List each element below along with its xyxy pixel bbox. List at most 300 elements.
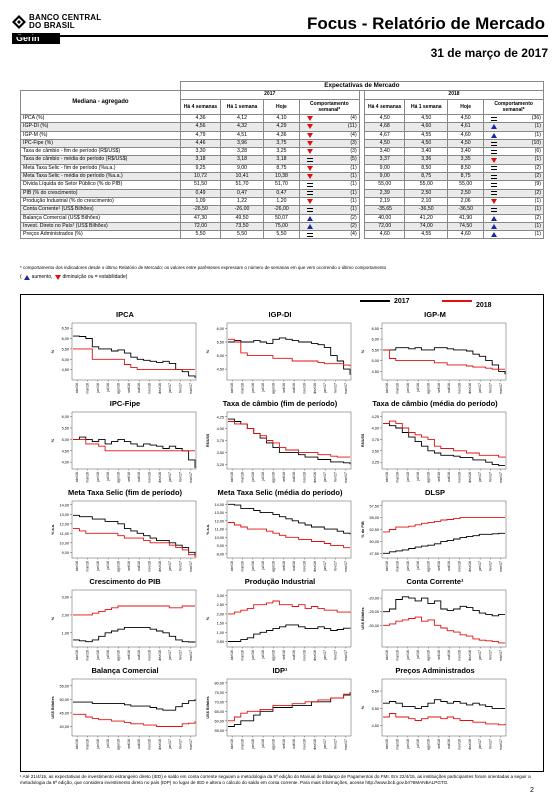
plot-frame [72, 590, 196, 647]
x-tick-label: mar/17 [188, 650, 193, 662]
y-axis-label: % [206, 349, 210, 354]
logo-line2: DO BRASIL [29, 21, 75, 30]
y-tick-label: 3,00 [61, 595, 69, 600]
chart-2 [360, 310, 510, 400]
up-triangle-icon [491, 232, 497, 237]
x-tick-label: abr/16 [230, 650, 235, 661]
y-axis-label: % [51, 349, 55, 354]
x-tick-label: mai/16 [85, 383, 90, 394]
x-tick-label: out/16 [447, 561, 452, 571]
cell-2018-1w: 4,50 [405, 139, 448, 147]
y-tick-label: 5,50 [216, 340, 224, 345]
x-tick-label: mai/16 [240, 650, 245, 661]
series-2018-line [228, 523, 350, 548]
cell-2017-today: 4,36 [263, 131, 299, 139]
chart-plot [360, 498, 510, 578]
x-tick-label: fev/17 [333, 561, 338, 571]
trend-weeks: (9) [534, 181, 541, 188]
cell-2017-trend [300, 189, 360, 197]
y-tick-label: 4,50 [371, 724, 379, 729]
cell-2018-4w: 3,40 [364, 148, 404, 156]
x-tick-label: fev/17 [333, 472, 338, 482]
x-tick-label: set/16 [281, 739, 286, 749]
x-tick-label: ago/16 [116, 650, 121, 661]
trend-weeks: (1) [534, 222, 541, 229]
year-a-header: 2017 [180, 91, 359, 100]
y-tick-label: 1,50 [216, 621, 224, 626]
x-tick-label: nov/16 [457, 472, 462, 483]
x-tick-label: fev/17 [488, 383, 493, 393]
table-caption: Expectativas de Mercado [180, 82, 543, 91]
cell-2018-1w: 2,10 [405, 197, 448, 205]
series-2018-line [73, 606, 195, 615]
x-tick-label: out/16 [447, 472, 452, 482]
x-tick-label: abr/16 [230, 739, 235, 750]
series-2017-line [228, 419, 350, 464]
cell-2017-4w: 51,50 [180, 181, 220, 189]
plot-frame [382, 323, 506, 380]
y-tick-label: 5,00 [61, 357, 69, 362]
x-tick-label: jun/16 [95, 383, 100, 393]
x-tick-label: ago/16 [426, 561, 431, 572]
chart-title: Preços Administrados [395, 666, 475, 675]
chart-plot [360, 409, 510, 489]
x-tick-label: fev/17 [333, 650, 338, 660]
cell-2018-trend [484, 164, 544, 172]
x-tick-label: ago/16 [116, 561, 121, 572]
x-tick-label: dez/16 [467, 739, 472, 750]
col-4w-b: Há 4 semanas [364, 100, 404, 115]
x-tick-label: dez/16 [312, 650, 317, 661]
x-tick-label: jul/16 [261, 561, 266, 570]
cell-2017-1w: 49,50 [221, 214, 264, 222]
cell-2018-1w: 3,40 [405, 148, 448, 156]
trend-weeks: (2) [534, 164, 541, 171]
cell-2017-today: 75,00 [263, 222, 299, 230]
series-2017-line [383, 597, 505, 616]
x-tick-label: jan/17 [323, 383, 328, 393]
x-tick-label: set/16 [126, 383, 131, 393]
cell-2017-1w: 10,41 [221, 173, 264, 181]
chart-14 [360, 666, 510, 756]
x-tick-label: mar/17 [188, 383, 193, 395]
cell-2017-trend [300, 181, 360, 189]
series-2017-line [228, 692, 350, 726]
x-tick-label: dez/16 [467, 472, 472, 483]
x-tick-label: mai/16 [85, 472, 90, 483]
x-tick-label: fev/17 [488, 561, 493, 571]
trend-weeks: (1) [350, 173, 357, 180]
y-tick-label: 0,50 [216, 639, 224, 644]
cell-2017-trend [300, 156, 360, 164]
series-2017-line [383, 533, 505, 553]
cell-2017-trend [300, 231, 360, 239]
x-tick-label: nov/16 [302, 739, 307, 750]
cell-2017-1w: 4,51 [221, 131, 264, 139]
cell-2017-trend [300, 164, 360, 172]
x-tick-label: dez/16 [312, 383, 317, 394]
x-tick-label: jun/16 [250, 650, 255, 660]
cell-2017-today: 8,75 [263, 164, 299, 172]
x-tick-label: ago/16 [116, 383, 121, 394]
y-tick-label: 3,75 [371, 437, 379, 442]
x-tick-label: dez/16 [157, 650, 162, 661]
x-tick-label: jun/16 [95, 739, 100, 749]
chart-title: IDP¹ [272, 666, 288, 675]
cell-2018-today: 4,61 [448, 123, 484, 131]
chart-title: Taxa de câmbio (fim de período) [222, 399, 338, 408]
up-triangle-icon [491, 124, 497, 129]
row-label: IGP-DI (%) [21, 123, 181, 131]
series-2017-line [73, 336, 195, 378]
equal-icon [491, 150, 497, 154]
x-tick-label: out/16 [447, 650, 452, 660]
series-2018-line [228, 693, 350, 721]
chart-plot [205, 409, 355, 489]
trend-weeks: (1) [350, 189, 357, 196]
y-tick-label: 11,00 [214, 527, 224, 532]
cell-2018-trend [484, 156, 544, 164]
header-rule [12, 35, 548, 37]
equal-icon [491, 183, 497, 187]
x-tick-label: mai/16 [395, 383, 400, 394]
chart-11 [360, 577, 510, 667]
series-2018-line [228, 601, 350, 614]
series-2018-line [383, 714, 505, 725]
bcb-logo [12, 14, 107, 44]
y-tick-label: 5,00 [61, 437, 69, 442]
cell-2017-1w: 73,50 [221, 222, 264, 230]
cell-2018-4w: 40,00 [364, 214, 404, 222]
x-tick-label: set/16 [126, 739, 131, 749]
x-tick-label: out/16 [447, 383, 452, 393]
trend-weeks: (6) [534, 148, 541, 155]
down-triangle-icon [491, 199, 497, 204]
logo-line1: BANCO CENTRAL [29, 13, 102, 22]
x-tick-label: abr/16 [385, 561, 390, 572]
cell-2018-today: 2,06 [448, 197, 484, 205]
col-1w-a: Há 1 semana [221, 100, 264, 115]
cell-2017-4w: 4,36 [180, 115, 220, 123]
y-tick-label: 3,50 [216, 450, 224, 455]
year-b-header: 2018 [364, 91, 543, 100]
x-tick-label: out/16 [137, 650, 142, 660]
x-tick-label: nov/16 [457, 739, 462, 750]
bcb-logo-icon [12, 15, 26, 29]
x-tick-label: mai/16 [395, 650, 400, 661]
cell-2018-4w: -35,65 [364, 206, 404, 214]
x-tick-label: mai/16 [85, 739, 90, 750]
cell-2018-4w: 55,00 [364, 181, 404, 189]
y-tick-label: -20,00 [368, 596, 379, 601]
chart-title: IGP-M [424, 310, 446, 319]
row-header: Mediana - agregado [21, 91, 181, 115]
down-triangle-icon [491, 158, 497, 163]
x-tick-label: set/16 [126, 561, 131, 571]
equal-icon [491, 117, 497, 121]
x-tick-label: nov/16 [147, 472, 152, 483]
x-tick-label: mai/16 [240, 739, 245, 750]
x-tick-label: mai/16 [395, 739, 400, 750]
x-tick-label: jul/16 [106, 739, 111, 748]
x-tick-label: jan/17 [168, 472, 173, 482]
table-row [21, 148, 544, 156]
table-row [21, 222, 544, 230]
col-1w-b: Há 1 semana [405, 100, 448, 115]
chart-title: IPCA [116, 310, 134, 319]
series-2018-line [228, 339, 350, 366]
cell-2017-4w: 9,25 [180, 164, 220, 172]
y-tick-label: 12,00 [59, 522, 69, 527]
chart-title: Meta Taxa Selic (média do período) [217, 488, 343, 497]
y-tick-label: 50,00 [369, 539, 379, 544]
x-tick-label: out/16 [292, 561, 297, 571]
x-tick-label: fev/17 [488, 739, 493, 749]
cell-2017-today: 1,20 [263, 197, 299, 205]
x-tick-label: jun/16 [250, 739, 255, 749]
cell-2018-1w: 4,50 [405, 115, 448, 123]
series-2017-line [383, 423, 505, 465]
y-tick-label: 60,00 [214, 719, 224, 724]
y-tick-label: 50,00 [59, 697, 69, 702]
cell-2018-today: 4,60 [448, 131, 484, 139]
x-tick-label: nov/16 [147, 739, 152, 750]
down-triangle-icon [307, 116, 313, 121]
trend-weeks: (3) [350, 148, 357, 155]
row-label: Meta Taxa Selic - fim de período (%a.a.) [21, 164, 181, 172]
col-today-b: Hoje [448, 100, 484, 115]
logo-sub: Gerin [12, 33, 60, 44]
row-label: IPCA (%) [21, 115, 181, 123]
cell-2018-4w: 4,50 [364, 139, 404, 147]
x-tick-label: jun/16 [405, 472, 410, 482]
cell-2018-4w: 4,50 [364, 115, 404, 123]
chart-plot [205, 320, 355, 400]
trend-weeks: (5) [350, 156, 357, 163]
cell-2018-4w: 4,60 [364, 231, 404, 239]
y-tick-label: 6,00 [216, 326, 224, 331]
y-tick-label: 5,00 [216, 354, 224, 359]
chart-plot [50, 498, 200, 578]
y-tick-label: 5,00 [371, 359, 379, 364]
chart-8 [360, 488, 510, 578]
cell-2018-trend [484, 115, 544, 123]
up-triangle-icon [307, 216, 313, 221]
legend-open: ( [20, 274, 22, 280]
row-label: Taxa de câmbio - fim de período (R$/US$) [21, 148, 181, 156]
row-label: Dívida Líquida do Setor Público (% do PIB) [21, 181, 181, 189]
cell-2017-4w: 72,00 [180, 222, 220, 230]
x-tick-label: ago/16 [426, 383, 431, 394]
x-tick-label: fev/17 [333, 383, 338, 393]
x-tick-label: abr/16 [75, 650, 80, 661]
equal-icon [307, 158, 313, 162]
y-tick-label: 65,00 [214, 709, 224, 714]
y-tick-label: 45,00 [59, 711, 69, 716]
table-row [21, 123, 544, 131]
x-tick-label: jul/16 [106, 561, 111, 570]
x-tick-label: nov/16 [457, 650, 462, 661]
x-tick-label: dez/16 [157, 561, 162, 572]
x-tick-label: set/16 [281, 650, 286, 660]
y-tick-label: 4,25 [216, 415, 224, 420]
y-tick-label: 14,00 [59, 503, 69, 508]
chart-title: IPC-Fipe [109, 399, 141, 408]
cell-2018-trend [484, 231, 544, 239]
chart-title: DLSP [424, 488, 445, 497]
x-tick-label: mai/16 [395, 561, 400, 572]
y-axis-label: % do PIB [361, 521, 365, 538]
y-tick-label: 57,50 [369, 504, 379, 509]
table-row [21, 197, 544, 205]
cell-2017-today: 3,75 [263, 139, 299, 147]
series-2018-line [383, 617, 505, 643]
cell-2018-trend [484, 206, 544, 214]
y-axis-label: R$/US$ [206, 433, 210, 448]
down-triangle-icon [55, 275, 61, 280]
series-2018-line [383, 421, 505, 458]
series-2017-line [228, 625, 350, 642]
y-axis-label: % [361, 349, 365, 354]
cell-2018-1w: 4,60 [405, 123, 448, 131]
x-tick-label: jun/16 [95, 650, 100, 660]
y-tick-label: 6,50 [371, 689, 379, 694]
cell-2017-trend [300, 214, 360, 222]
x-tick-label: set/16 [281, 561, 286, 571]
cell-2017-trend [300, 197, 360, 205]
x-tick-label: jul/16 [106, 472, 111, 481]
y-tick-label: 6,50 [61, 326, 69, 331]
cell-2017-1w: 1,22 [221, 197, 264, 205]
chart-plot [205, 498, 355, 578]
plot-frame [72, 679, 196, 736]
cell-2018-1w: 4,55 [405, 131, 448, 139]
x-tick-label: jan/17 [323, 472, 328, 482]
y-tick-label: 8,00 [216, 552, 224, 557]
col-4w-a: Há 4 semanas [180, 100, 220, 115]
x-tick-label: jan/17 [323, 561, 328, 571]
cell-2018-4w: 3,37 [364, 156, 404, 164]
y-tick-label: 10,00 [59, 541, 69, 546]
table-row [21, 131, 544, 139]
x-tick-label: dez/16 [467, 561, 472, 572]
y-tick-label: 5,50 [371, 706, 379, 711]
x-tick-label: jan/17 [478, 650, 483, 660]
cell-2017-4w: 3,30 [180, 148, 220, 156]
cell-2017-1w: 4,32 [221, 123, 264, 131]
cell-2017-today: 3,18 [263, 156, 299, 164]
cell-2017-today: -26,00 [263, 206, 299, 214]
legend-down: diminuição ou [62, 274, 94, 280]
cell-2018-trend [484, 148, 544, 156]
x-tick-label: mai/16 [240, 561, 245, 572]
cell-2017-trend [300, 148, 360, 156]
x-tick-label: dez/16 [157, 383, 162, 394]
chart-0 [50, 310, 200, 400]
x-tick-label: mar/17 [188, 739, 193, 751]
plot-frame [72, 501, 196, 558]
cell-2018-trend [484, 197, 544, 205]
y-tick-label: 6,50 [371, 326, 379, 331]
cell-2017-4w: 4,79 [180, 131, 220, 139]
cell-2017-today: 4,29 [263, 123, 299, 131]
x-tick-label: abr/16 [75, 739, 80, 750]
x-tick-label: jun/16 [405, 650, 410, 660]
y-axis-label: US$ Bilhões [206, 696, 210, 719]
row-label: Conta Corrente¹ (US$ Bilhões) [21, 206, 181, 214]
trend-weeks: (2) [534, 189, 541, 196]
x-tick-label: nov/16 [302, 383, 307, 394]
x-tick-label: jul/16 [106, 650, 111, 659]
y-tick-label: 70,00 [214, 700, 224, 705]
chart-title: Produção Industrial [244, 577, 316, 586]
cell-2017-trend [300, 115, 360, 123]
series-2018-line [73, 439, 195, 450]
cell-2018-4w: 2,39 [364, 189, 404, 197]
y-axis-label: US$ Bilhões [361, 607, 365, 630]
trend-weeks: (1) [350, 164, 357, 171]
cell-2017-4w: 0,49 [180, 189, 220, 197]
legend-up: aumento, [31, 274, 53, 280]
cell-2018-1w: -36,50 [405, 206, 448, 214]
chart-plot [205, 587, 355, 667]
x-tick-label: mar/17 [188, 561, 193, 573]
equal-icon [307, 233, 313, 237]
table-row [21, 181, 544, 189]
x-tick-label: out/16 [292, 650, 297, 660]
x-tick-label: fev/17 [488, 650, 493, 660]
x-tick-label: fev/17 [178, 472, 183, 482]
chart-title: Crescimento do PIB [89, 577, 161, 586]
x-tick-label: jun/16 [95, 561, 100, 571]
table-footnote: * comportamento dos indicadores desde o último Relatório de Mercado; os valores entre parênteses expressam o número de semanas em que vem ocorrendo o último comportamento [20, 265, 387, 270]
x-tick-label: abr/16 [385, 472, 390, 483]
y-tick-label: 6,00 [61, 337, 69, 342]
table-row [21, 173, 544, 181]
plot-frame [382, 679, 506, 736]
x-tick-label: abr/16 [75, 561, 80, 572]
chart-6 [50, 488, 200, 578]
x-tick-label: out/16 [137, 383, 142, 393]
x-tick-label: jun/16 [405, 561, 410, 571]
chart-title: Conta Corrente¹ [406, 577, 464, 586]
chart-plot [50, 676, 200, 756]
series-2018-line [73, 529, 195, 558]
cell-2018-today: 4,50 [448, 115, 484, 123]
series-2018-line [73, 349, 195, 370]
chart-10 [205, 577, 355, 667]
cell-2017-1w: 4,12 [221, 115, 264, 123]
y-tick-label: 6,00 [371, 337, 379, 342]
y-tick-label: 4,50 [216, 367, 224, 372]
legend-2018-label: 2018 [476, 302, 492, 309]
trend-weeks: (1) [350, 197, 357, 204]
x-tick-label: nov/16 [302, 561, 307, 572]
x-tick-label: abr/16 [230, 472, 235, 483]
x-tick-label: mar/17 [498, 739, 503, 751]
cell-2018-4w: 4,68 [364, 123, 404, 131]
x-tick-label: set/16 [281, 472, 286, 482]
x-tick-label: mai/16 [240, 383, 245, 394]
cell-2018-today: 4,50 [448, 139, 484, 147]
y-tick-label: 13,00 [59, 512, 69, 517]
y-axis-label: R$/US$ [361, 433, 365, 448]
equal-icon [307, 191, 313, 195]
cell-2017-today: 50,07 [263, 214, 299, 222]
row-label: IPC-Fipe (%) [21, 139, 181, 147]
x-tick-label: jul/16 [261, 472, 266, 481]
y-tick-label: 4,50 [371, 369, 379, 374]
